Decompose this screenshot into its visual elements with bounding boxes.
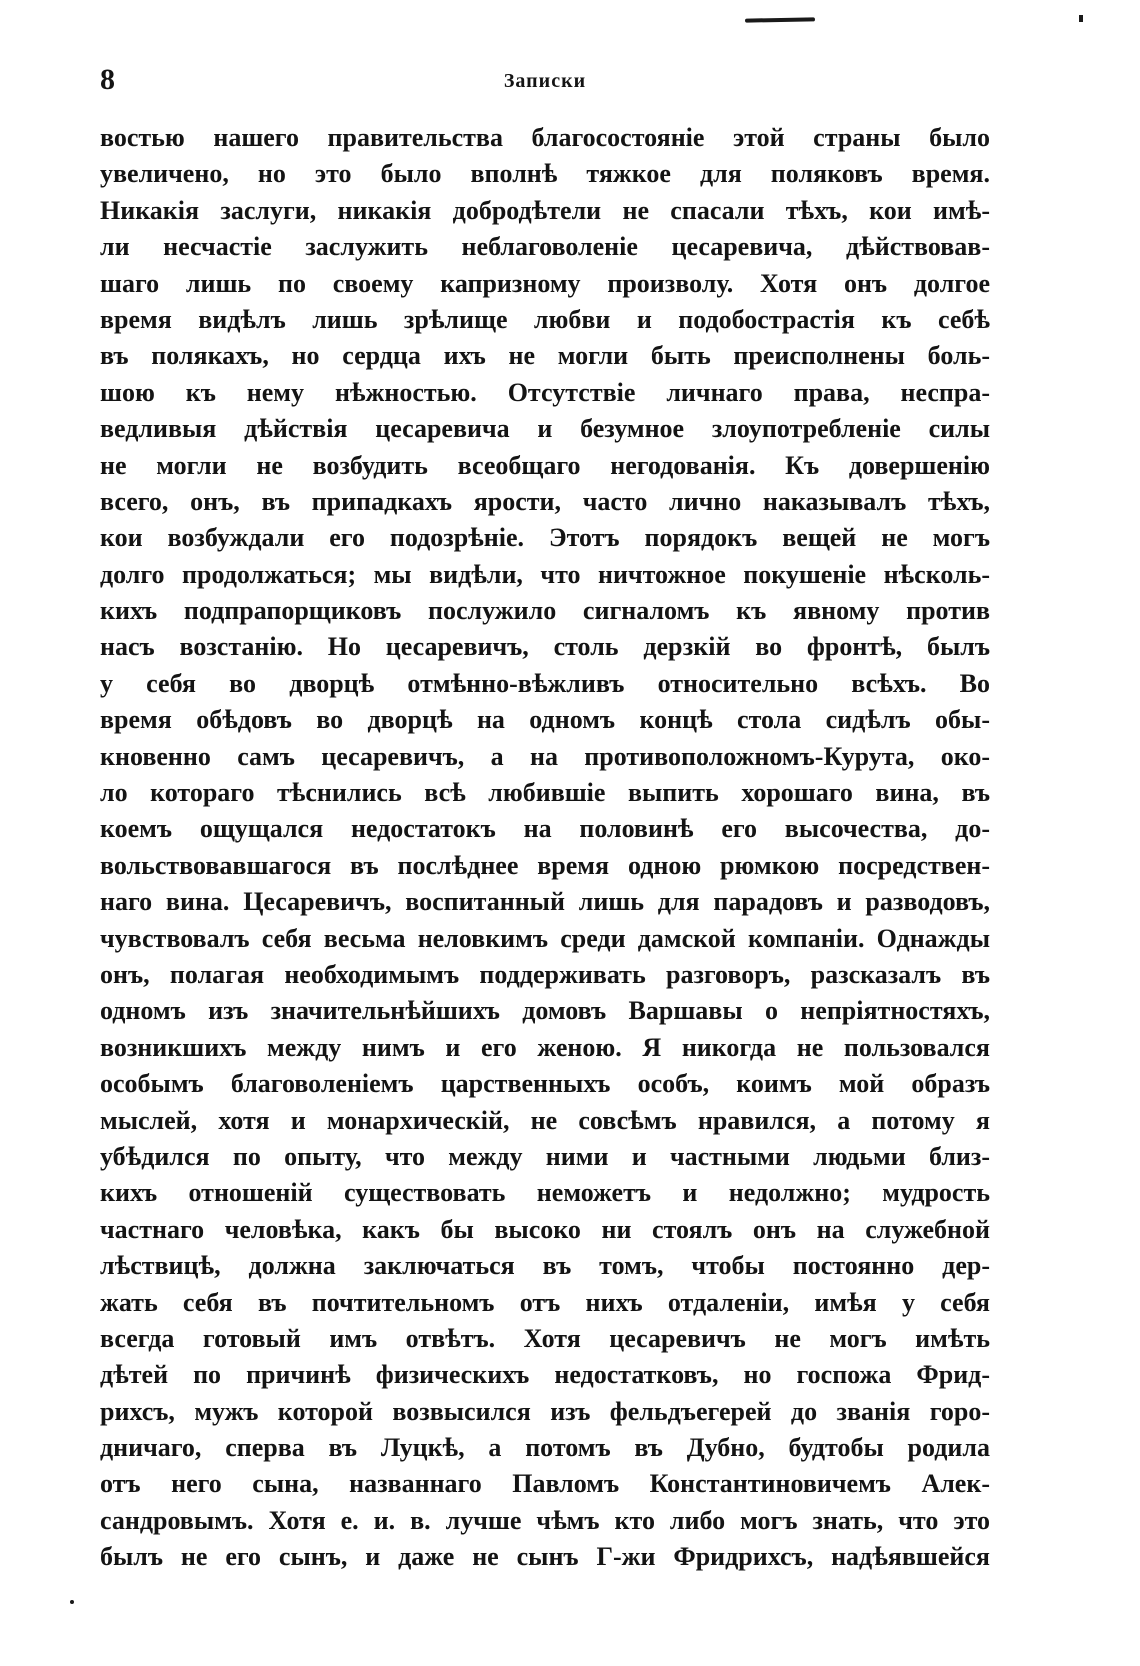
text-line: всегда готовый имъ отвѣтъ. Хотя цесаревичъ не могъ имѣть	[100, 1323, 990, 1353]
text-line: ло котораго тѣснились всѣ любившіе выпить хорошаго вина, въ	[100, 778, 990, 808]
text-line: кои возбуждали его подозрѣніе. Этотъ порядокъ вещей не могъ	[100, 523, 990, 553]
scan-artifact-dot	[1079, 15, 1083, 22]
text-line: дничаго, сперва въ Луцкѣ, а потомъ въ Дубно, будтобы родила	[100, 1433, 990, 1463]
text-line: у себя во дворцѣ отмѣнно-вѣжливъ относительно всѣхъ. Во	[100, 668, 990, 698]
text-line: кновенно самъ цесаревичъ, а на противоположномъ-Курута, око-	[100, 741, 990, 771]
text-line: въ полякахъ, но сердца ихъ не могли быть преисполнены боль-	[100, 341, 990, 371]
text-line: рихсъ, мужъ которой возвысился изъ фельдъегерей до званія горо-	[100, 1396, 990, 1426]
text-line: долго продолжаться; мы видѣли, что ничтожное покушеніе нѣсколь-	[100, 559, 990, 589]
text-line: увеличено, но это было вполнѣ тяжкое для поляковъ время.	[100, 159, 990, 189]
text-line: ли несчастіе заслужить неблаговоленіе цесаревича, дѣйствовав-	[100, 232, 990, 262]
text-line: шою къ нему нѣжностью. Отсутствіе личнаго права, неспра-	[100, 377, 990, 407]
text-line: сандровымъ. Хотя е. и. в. лучше чѣмъ кто либо могъ знать, что это	[100, 1505, 990, 1535]
text-line: наго вина. Цесаревичъ, воспитанный лишь для парадовъ и разводовъ,	[100, 887, 990, 917]
text-line: вольствовавшагося въ послѣднее время одною рюмкою посредствен-	[100, 850, 990, 880]
text-line: одномъ изъ значительнѣйшихъ домовъ Варшавы о непріятностяхъ,	[100, 996, 990, 1026]
text-line: всего, онъ, въ припадкахъ ярости, часто лично наказывалъ тѣхъ,	[100, 486, 990, 516]
running-title: Записки	[503, 70, 587, 92]
text-line: коемъ ощущался недостатокъ на половинѣ его высочества, до-	[100, 814, 990, 844]
text-line: насъ возстанію. Но цесаревичъ, столь дерзкій во фронтѣ, былъ	[100, 632, 990, 662]
text-line: кихъ подпрапорщиковъ послужило сигналомъ къ явному против	[100, 596, 990, 626]
text-line: время видѣлъ лишь зрѣлище любви и подобострастія къ себѣ	[100, 304, 990, 334]
text-line: кихъ отношеній существовать неможетъ и недолжно; мудрость	[100, 1178, 990, 1208]
scan-artifact-mark	[745, 17, 815, 22]
text-line: шаго лишь по своему капризному произволу. Хотя онъ долгое	[100, 268, 990, 298]
text-line: лѣствицѣ, должна заключаться въ томъ, чтобы постоянно дер-	[100, 1251, 990, 1281]
text-line: чувствовалъ себя весьма неловкимъ среди дамской компаніи. Однажды	[100, 923, 990, 953]
text-line: отъ него сына, названнаго Павломъ Константиновичемъ Алек-	[100, 1469, 990, 1499]
page-number: 8	[100, 63, 115, 96]
text-line: былъ не его сынъ, и даже не сынъ Г-жи Фридрихсъ, надѣявшейся	[100, 1542, 990, 1572]
text-line: жать себя въ почтительномъ отъ нихъ отдаленіи, имѣя у себя	[100, 1287, 990, 1317]
text-line: не могли не возбудить всеобщаго негодованія. Къ довершенію	[100, 450, 990, 480]
text-line: частнаго человѣка, какъ бы высоко ни стоялъ онъ на служебной	[100, 1214, 990, 1244]
text-line: время обѣдовъ во дворцѣ на одномъ концѣ стола сидѣлъ обы-	[100, 705, 990, 735]
page-header	[100, 60, 990, 100]
body-text	[100, 120, 990, 1576]
text-line: мыслей, хотя и монархическій, не совсѣмъ нравился, а потому я	[100, 1105, 990, 1135]
text-line: особымъ благоволеніемъ царственныхъ особъ, коимъ мой образъ	[100, 1069, 990, 1099]
text-line: дѣтей по причинѣ физическихъ недостатковъ, но госпожа Фрид-	[100, 1360, 990, 1390]
text-line: онъ, полагая необходимымъ поддерживать разговоръ, разсказалъ въ	[100, 959, 990, 989]
text-line: востью нашего правительства благосостояніе этой страны было	[100, 123, 990, 152]
text-line: возникшихъ между нимъ и его женою. Я никогда не пользовался	[100, 1032, 990, 1062]
text-line: ведливыя дѣйствія цесаревича и безумное злоупотребленіе силы	[100, 414, 990, 444]
text-line: убѣдился по опыту, что между ними и частными людьми близ-	[100, 1141, 990, 1171]
scan-artifact-dot	[70, 1600, 74, 1604]
text-line: Никакія заслуги, никакія добродѣтели не спасали тѣхъ, кои имѣ-	[100, 195, 990, 225]
